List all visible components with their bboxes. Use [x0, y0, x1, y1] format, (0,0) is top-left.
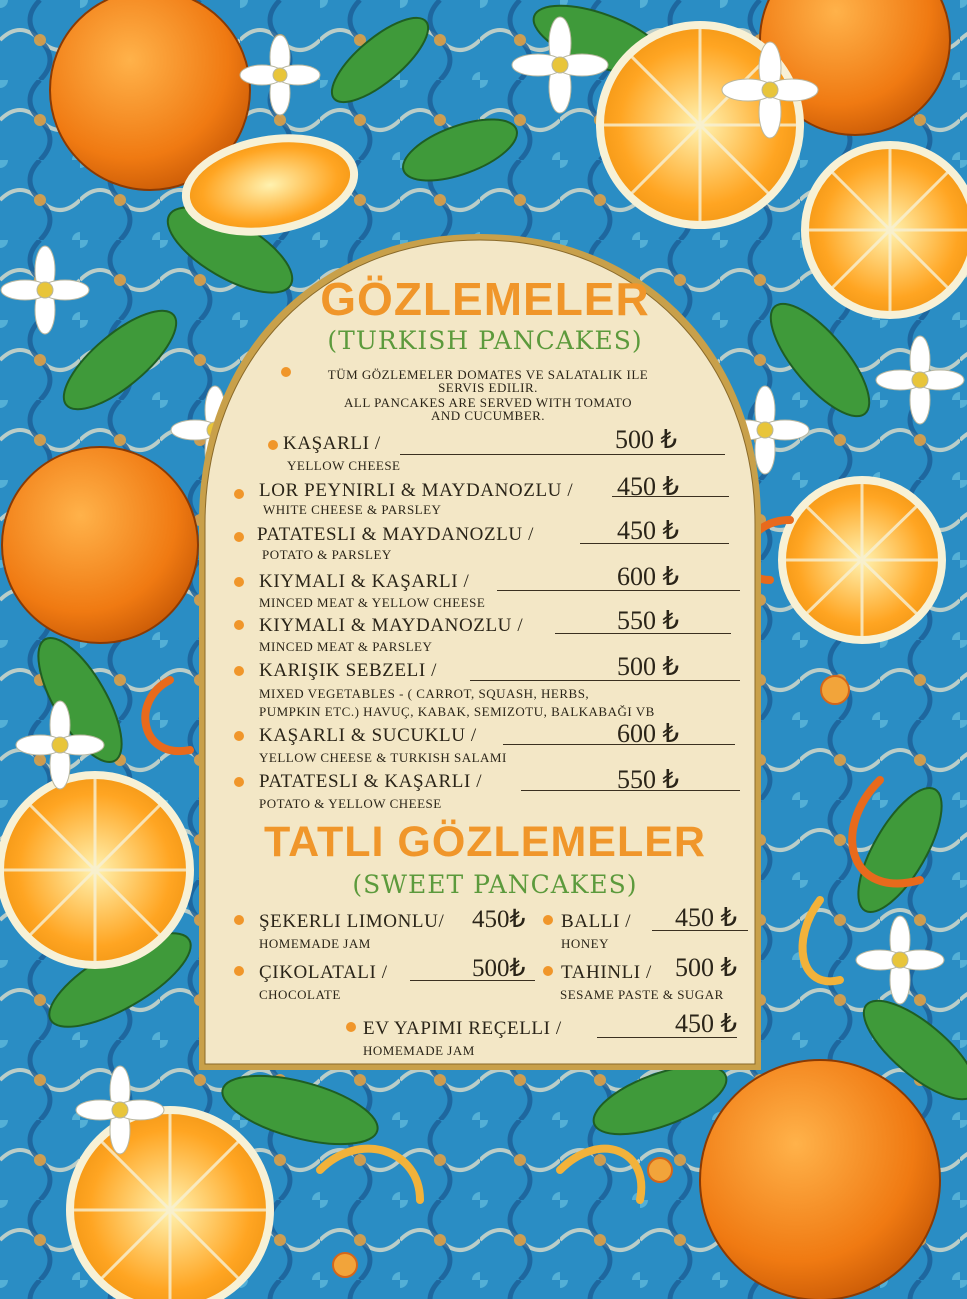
item-desc: POTATO & YELLOW CHEESE: [259, 796, 442, 811]
item-name: BALLI /: [561, 911, 632, 932]
note-en-2: AND CUCUMBER.: [430, 408, 546, 423]
item-price: 450₺: [472, 906, 526, 933]
item-desc-2: PUMPKIN ETC.) HAVUÇ, KABAK, SEMIZOTU, BALKABAĞI VB: [259, 704, 655, 719]
item-name: PATATESLI & KAŞARLI /: [259, 771, 483, 792]
item-bullet: [234, 532, 244, 542]
item-bullet: [234, 966, 244, 976]
item-desc: MINCED MEAT & YELLOW CHEESE: [259, 595, 486, 610]
item-price: 450 ₺: [675, 903, 738, 932]
item-desc: YELLOW CHEESE: [287, 458, 401, 473]
item-price: 450 ₺: [675, 1009, 738, 1038]
item-desc: MIXED VEGETABLES - ( CARROT, SQUASH, HERBS,: [259, 686, 590, 701]
note-tr-2: SERVIS EDILIR.: [438, 380, 538, 395]
sweet-title: TATLI GÖZLEMELER: [264, 818, 706, 866]
item-bullet: [234, 915, 244, 925]
item-price: 500₺: [472, 955, 526, 982]
note-tr-1: TÜM GÖZLEMELER DOMATES VE SALATALIK ILE: [327, 367, 649, 382]
item-desc: YELLOW CHEESE & TURKISH SALAMI: [259, 750, 507, 765]
item-desc: MINCED MEAT & PARSLEY: [259, 639, 433, 654]
item-price: 450 ₺: [617, 516, 680, 545]
item-price: 500 ₺: [675, 953, 738, 982]
item-desc: WHITE CHEESE & PARSLEY: [263, 502, 442, 517]
item-desc: HONEY: [561, 936, 609, 951]
item-name: PATATESLI & MAYDANOZLU /: [257, 524, 534, 545]
item-bullet: [268, 440, 278, 450]
item-name: LOR PEYNIRLI & MAYDANOZLU /: [259, 480, 574, 501]
item-bullet: [234, 777, 244, 787]
menu-title: GÖZLEMELER: [320, 273, 650, 325]
item-name: KIYMALI & MAYDANOZLU /: [259, 615, 524, 636]
item-desc: CHOCOLATE: [259, 987, 341, 1002]
item-price: 550 ₺: [617, 765, 680, 794]
item-name: KIYMALI & KAŞARLI /: [259, 571, 470, 592]
item-desc: HOMEMADE JAM: [363, 1043, 475, 1058]
item-desc: HOMEMADE JAM: [259, 936, 371, 951]
item-bullet: [346, 1022, 356, 1032]
item-name: EV YAPIMI REÇELLI /: [363, 1018, 562, 1039]
item-bullet: [543, 915, 553, 925]
item-desc: SESAME PASTE & SUGAR: [560, 987, 724, 1002]
item-price: 500 ₺: [615, 425, 678, 454]
item-name: KAŞARLI /: [283, 433, 381, 454]
menu-subtitle: (TURKISH PANCAKES): [327, 326, 643, 355]
item-name: KAŞARLI & SUCUKLU /: [259, 725, 477, 746]
item-desc: POTATO & PARSLEY: [262, 547, 392, 562]
item-price: 550 ₺: [617, 606, 680, 635]
item-name: TAHINLI /: [561, 962, 652, 983]
note-en-1: ALL PANCAKES ARE SERVED WITH TOMATO: [344, 395, 632, 410]
item-name: KARIŞIK SEBZELI /: [259, 660, 438, 681]
item-bullet: [234, 489, 244, 499]
item-price: 600 ₺: [617, 719, 680, 748]
sweet-subtitle: (SWEET PANCAKES): [352, 870, 638, 899]
item-price: 450 ₺: [617, 472, 680, 501]
item-bullet: [543, 966, 553, 976]
item-price: 500 ₺: [617, 652, 680, 681]
item-name: ŞEKERLI LIMONLU/: [259, 911, 445, 932]
price-leader-line: [470, 680, 740, 681]
item-bullet: [234, 577, 244, 587]
item-name: ÇIKOLATALI /: [259, 962, 388, 983]
item-price: 600 ₺: [617, 562, 680, 591]
item-bullet: [234, 666, 244, 676]
item-bullet: [234, 620, 244, 630]
note-bullet: [281, 367, 291, 377]
item-bullet: [234, 731, 244, 741]
